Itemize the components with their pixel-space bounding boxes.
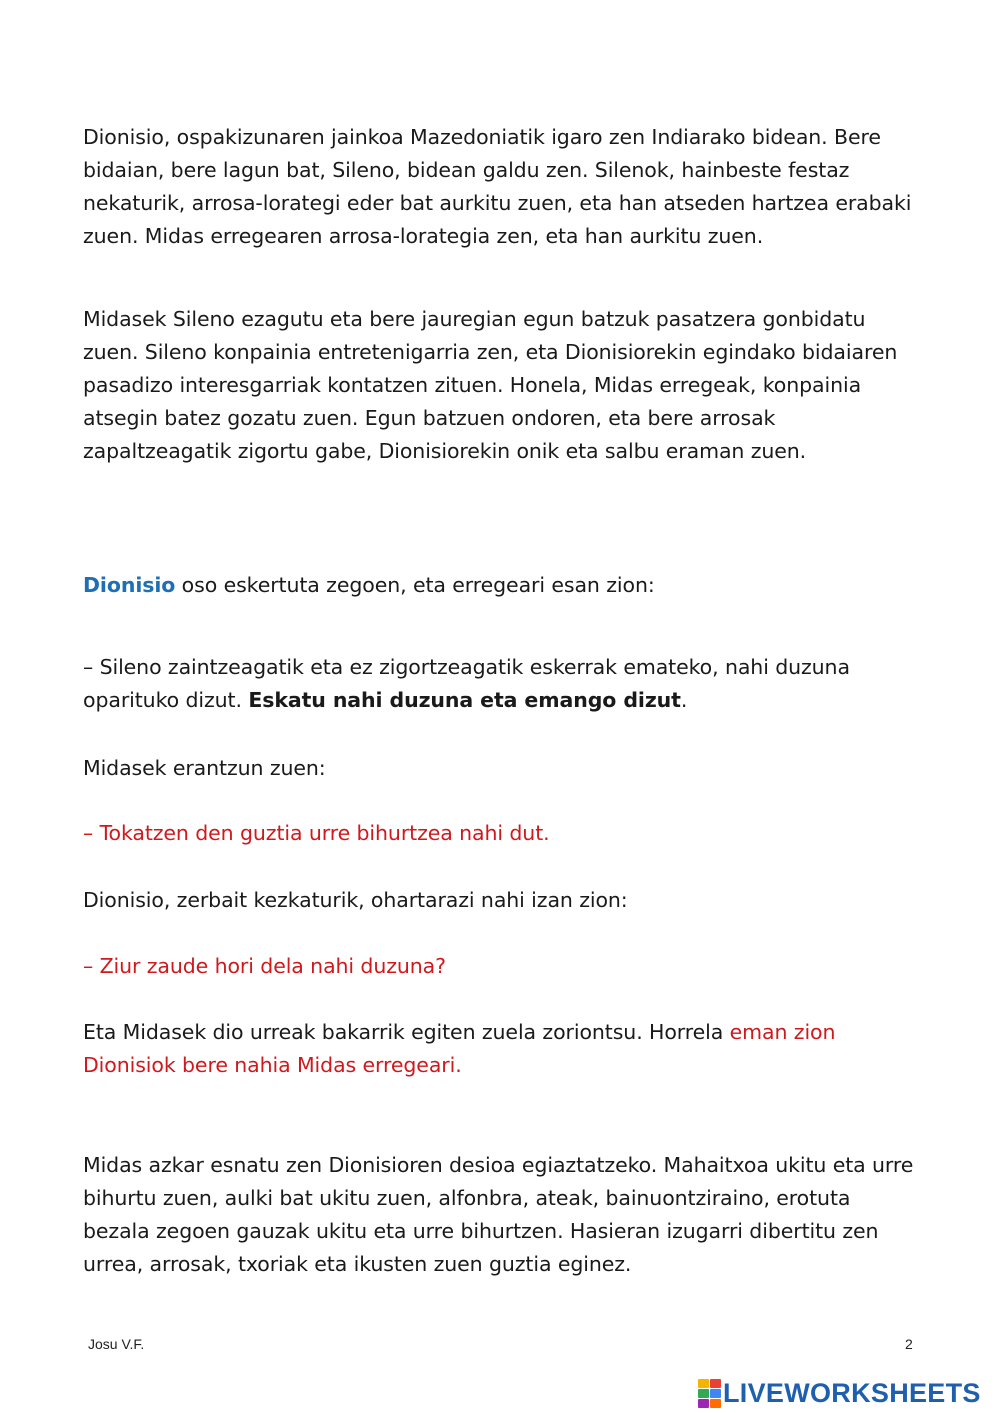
liveworksheets-logo-icon <box>698 1379 720 1407</box>
paragraph-granted <box>83 1016 923 1082</box>
paragraph-midas-wish: – Tokatzen den guztia urre bihurtzea nahi dut. <box>83 821 550 845</box>
paragraph-intro: Dionisio, ospakizunaren jainkoa Mazedoniatik igaro zen Indiarako bidean. Bere bidaian, bere lagun bat, Sileno, bidean galdu zen. Silenok, hainbeste festaz nekaturik, arrosa-lorategi eder bat aurkitu zuen, eta han atseden hartzea erabaki zuen. Midas erregearen arrosa-lorategia zen, eta han aurkitu zuen. <box>83 125 912 248</box>
dionisio-name: Dionisio <box>83 573 176 597</box>
paragraph-text: . <box>680 688 688 712</box>
paragraph-question: – Ziur zaude hori dela nahi duzuna? <box>83 954 446 978</box>
paragraph-golden-touch: Midas azkar esnatu zen Dionisioren desioa egiaztatzeko. Mahaitxoa ukitu eta urre bihurtu zuen, aulki bat ukitu zuen, alfonbra, ateak, bainuontziraino, erotuta bezala zegoen gauzak ukitu eta urre bihurtzen. Hasieran izugarri dibertitu zen urrea, arrosak, txoriak eta ikusten zuen guztia eginez. <box>83 1153 914 1276</box>
paragraph-text: oso eskertuta zegoen, eta erregeari esan zion: <box>175 573 655 597</box>
paragraph-text: – Sileno zaintzeagatik eta ez zigortzeagatik eskerrak emateko, nahi duzuna oparituko dizut. <box>83 655 850 712</box>
page-number: 2 <box>905 1336 913 1352</box>
bold-phrase: Eskatu nahi duzuna eta emango dizut <box>248 688 681 712</box>
liveworksheets-brand[interactable] <box>698 1376 981 1410</box>
paragraph-dionisio-warned: Dionisio, zerbait kezkaturik, ohartarazi nahi izan zion: <box>83 888 628 912</box>
paragraph-sileno: Midasek Sileno ezagutu eta bere jauregian egun batzuk pasatzera gonbidatu zuen. Sileno konpainia entretenigarria zen, eta Dionisiorekin egindako bidaiaren pasadizo interesgarriak kontatzen zituen. Honela, Midas erregeak, konpainia atsegin batez gozatu zuen. Egun batzuen ondoren, eta bere arrosak zapaltzeagatik zigortu gabe, Dionisiorekin onik eta salbu eraman zuen. <box>83 307 898 463</box>
footer-author: Josu V.F. <box>88 1336 145 1352</box>
red-phrase: eman zion Dionisiok bere nahia Midas erregeari. <box>83 1020 836 1077</box>
brand-name: LIVEWORKSHEETS <box>723 1377 981 1408</box>
paragraph-midas-answered: Midasek erantzun zuen: <box>83 756 326 780</box>
paragraph-offer <box>83 651 923 717</box>
paragraph-dionisio-grateful <box>83 569 923 602</box>
paragraph-text: Eta Midasek dio urreak bakarrik egiten zuela zoriontsu. Horrela <box>83 1020 730 1044</box>
